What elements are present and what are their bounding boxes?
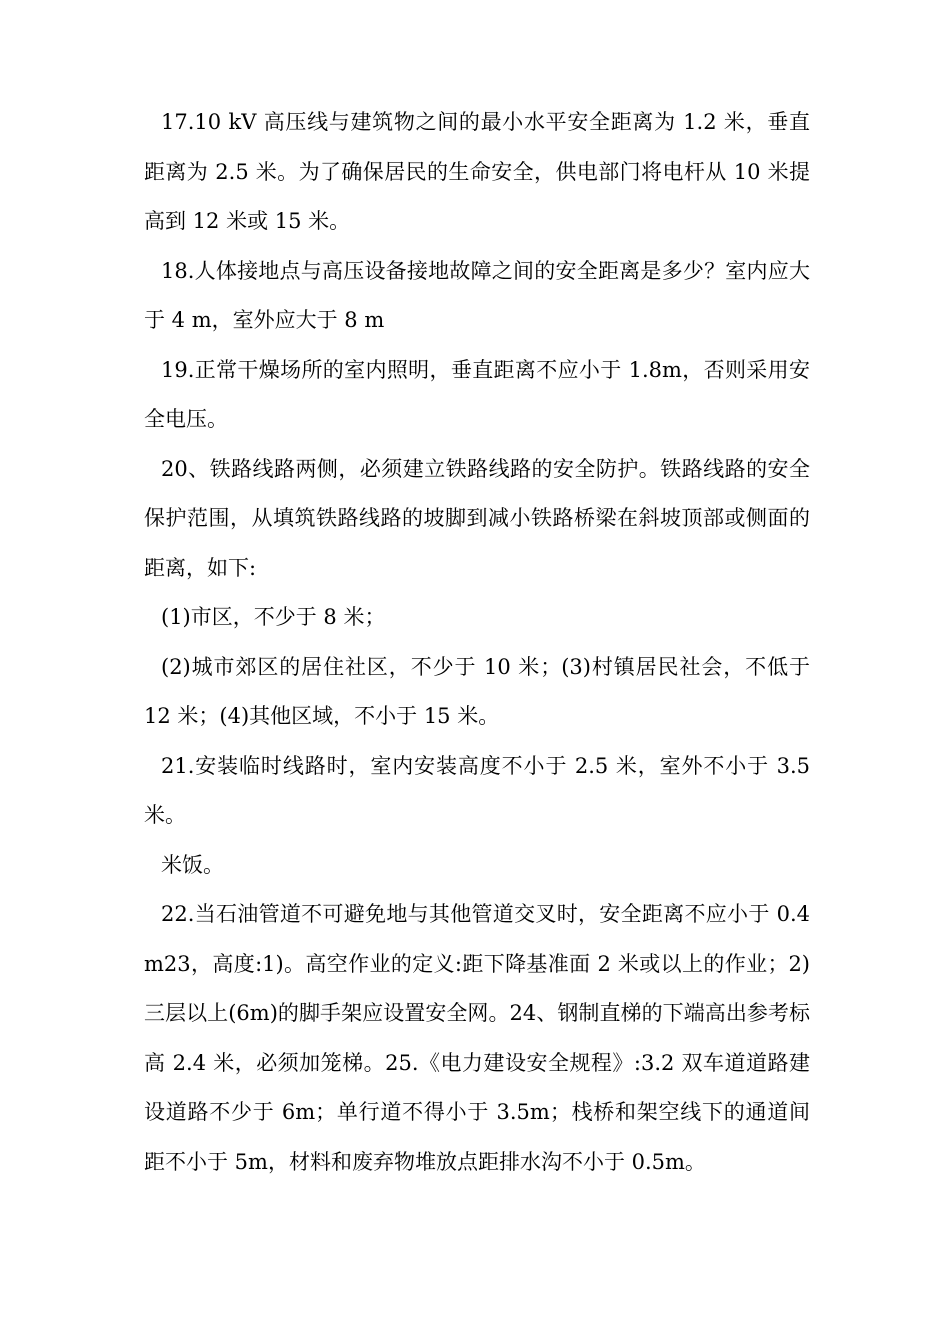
paragraph-fragment: 米饭。 bbox=[161, 852, 224, 877]
list-item-urban: (1)市区，不少于 8 米； bbox=[161, 605, 386, 629]
paragraph-20: 20、铁路线路两侧，必须建立铁路线路的安全防护。铁路线路的安全保护范围，从填筑铁路线路的坡脚到减小铁路桥梁在斜坡顶部或侧面的距离，如下: bbox=[144, 456, 810, 580]
paragraph-19: 19.正常干燥场所的室内照明，垂直距离不应小于 1.8m，否则采用安全电压。 bbox=[144, 357, 810, 431]
paragraph-18: 18.人体接地点与高压设备接地故障之间的安全距离是多少？室内应大于 4 m，室外应大于 8 m bbox=[144, 258, 810, 332]
paragraph-17: 17.10 kV 高压线与建筑物之间的最小水平安全距离为 1.2 米，垂直距离为 2.5 米。为了确保居民的生命安全，供电部门将电杆从 10 米提高到 12 米或 15 米。 bbox=[144, 110, 810, 233]
paragraph-21: 21.安装临时线路时，室内安装高度不小于 2.5 米，室外不小于 3.5 米。 bbox=[144, 753, 810, 827]
list-item-suburban-village-other: (2)城市郊区的居住社区，不少于 10 米；(3)村镇居民社会，不低于 12 米；(4)其他区域，不小于 15 米。 bbox=[144, 654, 810, 728]
paragraph-22-25: 22.当石油管道不可避免地与其他管道交叉时，安全距离不应小于 0.4 m23，高度:1)。高空作业的定义:距下降基准面 2 米或以上的作业；2)三层以上(6m)的脚手架应设置安全网。24、钢制直梯的下端高出参考标高 2.4 米，必须加笼梯。25.《电力建设安全规程》:3.2 双车道道路建设道路不少于 6m；单行道不得小于 3.5m；栈桥和架空线下的通道间距不小于 5m，材料和废弃物堆放点距排水沟不小于 0.5m。 bbox=[144, 902, 810, 1174]
document-body bbox=[144, 98, 810, 1187]
